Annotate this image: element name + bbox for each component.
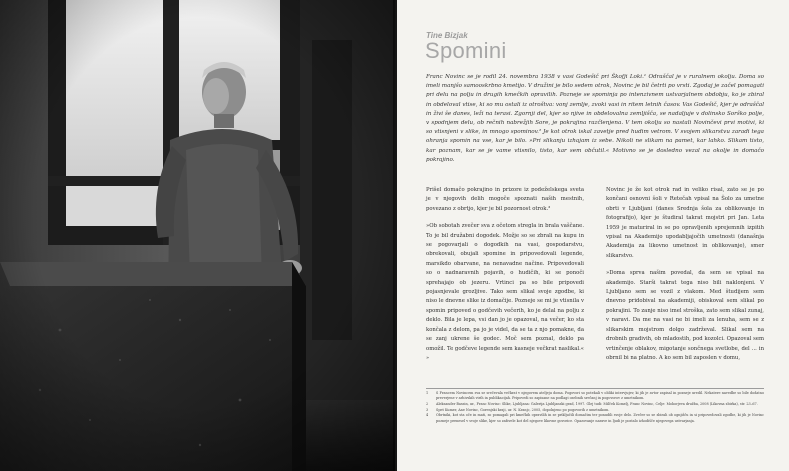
footnote xyxy=(426,413,764,423)
text-column-right xyxy=(606,186,764,371)
footnote xyxy=(426,408,764,413)
intro-paragraph: Franc Novinc se je rodil 24. novembra 1938 v vasi Godešič pri Škofji Loki.¹ Odraščal je v ruralnem okolju. Doma so imeli manjšo samooskrbno kmetijo. V družini je bilo sedem otrok, Novinc je bil četrti po vrsti. Zgodaj je začel pomagati pri delu na polju in drugih kmečkih opravilih. Pozneje se spominja po intenzivnem ustvarjalnem obdobju, ko je zbiral in obdeloval vtise, ki so mu ostali iz otroštva: vonj zemlje, zvoki vasi in ritem letnih časov. Vas Godešič, kjer je odraščal in živi še danes, leži na terasi. Zgornji del, kjer so njive in obdelovalna zemljišča, se nadaljuje v dolinsko Sorško polje, v spodnjem delu, ob rečnih nabrežjih Sore, je pokrajina razčlenjena. V tem okolju so nastali Novinčevi prvi motivi, ki so vtisnjeni v slike, in mnogo spominov.² Je kot otrok iskal zavetje pred hudim vetrom. V svojem slikarstvu zaradi tega ohranja spomin na vse, kar je bilo. »Pri slikanju izhajam iz sebe. Nikoli ne slikam na pamet, kar lahko. Slikam tisto, kar poznam, kar se je vame vtisnilo, tisto, kar sem občutil.« Motivno se je dosledno vezal na okolje in domačo pokrajino. xyxy=(426,74,764,163)
footnote xyxy=(426,402,764,407)
footnote-text: S Francem Novincem sva se srečevala večkrat v njegovem ateljeju doma. Pogovori so potekali v obliki intervjujev, ki jih je avtor zapisal in pozneje uredil. Nekatere navedbe so bile dodatno preverjene v arhivskih virih in publikacijah. Pripovedi so zapisane na podlagi osebnih srečanj in pogovorov z umetnikom. xyxy=(436,391,764,401)
footnote-text: Spet Kumer, Ane Novinc, Gorenjski kraji, ur. N. Kranjc, 2005, dopolnjeno po pogovorih z umetnikom. xyxy=(436,407,610,412)
author-name: Tine Bizjak xyxy=(426,31,468,40)
quote-text: »Ob sobotah zvečer sva z očetom stregla in brala vaščane. To je bil družabni dogodek. Možje so se zbrali na kupu in se pogovarjali o dogodkih na vasi, gospodarstvu, obrekovali, obujali spomine in pripovedovali legende, marsikdo obarvane, na nenavadne načine. Pripovedovali so o nadnaravnih pojavih, o hudičih, ki se ponoči sprehajajo ob jezeru. Vrtinci pa so bile pripovedi pojasnjevale grozljive. Tako sem slikal svoje zgodbe, ki niso le dnevne slike iz domačije. Pozneje se mi je vtisnila v spomin pripoved o godčevih večerih, ko je delal na polju z deklo. Bila je lepa, vsi dan jo je opazoval, na večer, ko sta končala z delom, pa jo je videl, da se ta z njo pomakne, da se zanj ukrene še godec. Moč sem poznal, deklo pa omožil. Te godčeve legende sem kasneje večkrat naslikal.« xyxy=(426,223,584,352)
footnote-number: 3 xyxy=(426,407,429,412)
footnotes-list xyxy=(426,391,764,424)
footnote-number: 2 xyxy=(426,401,429,406)
body-paragraph: »Doma sprva našim povedal, da sem se vpisal na akademijo. Starši takrat tega niso bili naklonjeni. V Ljubljano sem se vozil z vlakom. Med študijem sem dnevno pridobival na akademiji, obiskoval sem slikal po pokrajini. To zanje niso imel stroška, zato sem slikal zunaj, v naravi. Da me na vasi ne bi imeli za lenuha, sem se z slikarskim mojstrom dolgo zadrževal. Slikal sem na drobnih gradivih, ob mladostih, pod kozolci. Opazoval sem vrtinčenje oblakov, migotanje sončnega svetlobe, del ... in obrnil bi na platno. A ko sem bil zaposlen v domu, xyxy=(606,270,764,361)
footnote-number: 1 xyxy=(426,391,429,395)
footnote-text: Obrtniki, kot sta oče in mati, so pomagali pri kmečkih opravilih in se priključili domačim ter ponudili svoje delo. Zvečer so se zbirali ob ognjišču in si pripovedovali zgodbe, ki jih je Novinc pozneje prenesel v svoje slike, kjer so zaživele kot del njegove likovne govorice. Opazovanje narave in ljudi je postalo izhodišče njegovega ustvarjanja. xyxy=(436,413,764,423)
article-title: Spomini xyxy=(425,38,507,63)
footnote xyxy=(426,391,764,401)
text-page xyxy=(397,0,789,471)
footnote-text: Aleksander Bassin, ur., Franc Novinc: Slike, Ljubljana: Galerija Ljubljanski grad, 1997. Glej tudi: Milček Komelj, Franc Novinc, Celje: Mohorjeva družba, 2008 (Likovna zbirka), str. 23–67. xyxy=(436,401,758,406)
footnote-number: 4 xyxy=(426,413,429,418)
continue-mark: » xyxy=(426,354,430,361)
body-paragraph: Novinc je že kot otrok rad in veliko risal, zato se je po končani osnovni šoli v Retečah vpisal na Šolo za umetne obrti v Ljubljani (danes Srednja šola za oblikovanje in fotografijo), kjer je študiral takrat mojstri pri Jan. Leta 1959 je maturiral in se po opravljenih sprejemnih izpitih vpisal na Akademijo upodabljajočih umetnosti (današnja Akademija za likovno umetnost in oblikovanje), smer slikarstvo. xyxy=(606,187,764,259)
text-column-left xyxy=(426,186,584,371)
footnote-divider xyxy=(426,388,764,389)
body-paragraph: Prišel domačo pokrajino in prizore iz podeželskega sveta je v njegovih delih mogoče spoznati naših mestnih, povezano z obrtjo, kjer je bil pozornost otrok.³ xyxy=(426,187,584,212)
body-paragraph xyxy=(426,222,584,363)
